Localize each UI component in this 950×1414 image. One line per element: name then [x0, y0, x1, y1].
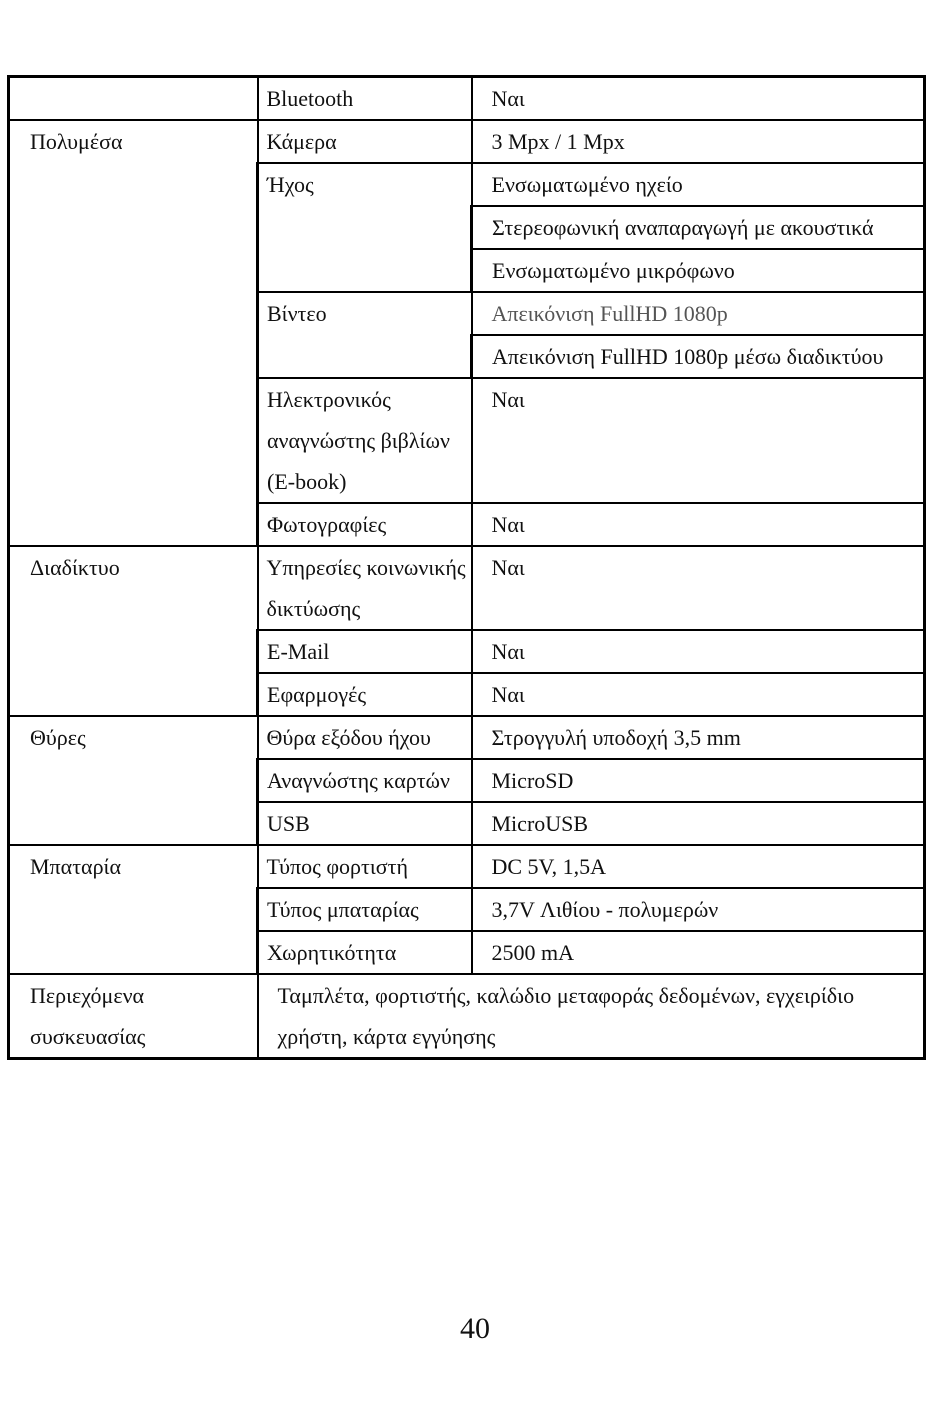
- feature-cell: Αναγνώστης καρτών: [258, 759, 472, 802]
- feature-cell: Bluetooth: [258, 77, 472, 121]
- table-row: [9, 716, 925, 759]
- table-row: [9, 845, 925, 888]
- value-cell: Στρογγυλή υποδοχή 3,5 mm: [472, 716, 925, 759]
- value-cell: Ναι: [472, 673, 925, 716]
- value-cell: Ενσωματωμένο ηχείο: [472, 163, 925, 206]
- value-cell: MicroUSB: [472, 802, 925, 845]
- value-cell: 3 Mpx / 1 Mpx: [472, 120, 925, 163]
- value-cell: 3,7V Λιθίου - πολυμερών: [472, 888, 925, 931]
- feature-cell: E-Mail: [258, 630, 472, 673]
- feature-cell: Χωρητικότητα: [258, 931, 472, 974]
- value-cell: Ναι: [472, 378, 925, 503]
- value-cell: Στερεοφωνική αναπαραγωγή με ακουστικά: [472, 206, 925, 249]
- feature-cell: Θύρα εξόδου ήχου: [258, 716, 472, 759]
- value-cell: Ενσωματωμένο μικρόφωνο: [472, 249, 925, 292]
- table-row: [9, 120, 925, 163]
- value-cell: Απεικόνιση FullHD 1080p μέσω διαδικτύου: [472, 335, 925, 378]
- category-cell: Διαδίκτυο: [9, 546, 258, 716]
- category-cell: [9, 77, 258, 121]
- feature-cell: USB: [258, 802, 472, 845]
- feature-cell: Εφαρμογές: [258, 673, 472, 716]
- category-cell: Μπαταρία: [9, 845, 258, 974]
- feature-cell: Βίντεο: [258, 292, 472, 378]
- feature-cell: Ήχος: [258, 163, 472, 292]
- value-cell: Ναι: [472, 77, 925, 121]
- feature-cell: Τύπος μπαταρίας: [258, 888, 472, 931]
- table-row: [9, 546, 925, 630]
- value-cell: Απεικόνιση FullHD 1080p: [472, 292, 925, 335]
- value-cell: 2500 mA: [472, 931, 925, 974]
- feature-cell: Ηλεκτρονικός αναγνώστης βιβλίων (E-book): [258, 378, 472, 503]
- feature-cell: Φωτογραφίες: [258, 503, 472, 546]
- feature-cell: Υπηρεσίες κοινωνικής δικτύωσης: [258, 546, 472, 630]
- value-cell: Ταμπλέτα, φορτιστής, καλώδιο μεταφοράς δεδομένων, εγχειρίδιο χρήστη, κάρτα εγγύησης: [258, 974, 925, 1059]
- category-cell: Περιεχόμενα συσκευασίας: [9, 974, 258, 1059]
- feature-cell: Κάμερα: [258, 120, 472, 163]
- value-cell: MicroSD: [472, 759, 925, 802]
- feature-cell: Τύπος φορτιστή: [258, 845, 472, 888]
- value-cell: Ναι: [472, 503, 925, 546]
- spec-table: [7, 75, 926, 1060]
- table-row: [9, 77, 925, 121]
- category-cell: Θύρες: [9, 716, 258, 845]
- value-cell: Ναι: [472, 630, 925, 673]
- category-cell: Πολυμέσα: [9, 120, 258, 546]
- value-cell: DC 5V, 1,5A: [472, 845, 925, 888]
- table-row: [9, 974, 925, 1059]
- value-cell: Ναι: [472, 546, 925, 630]
- page-number: 40: [460, 1312, 490, 1345]
